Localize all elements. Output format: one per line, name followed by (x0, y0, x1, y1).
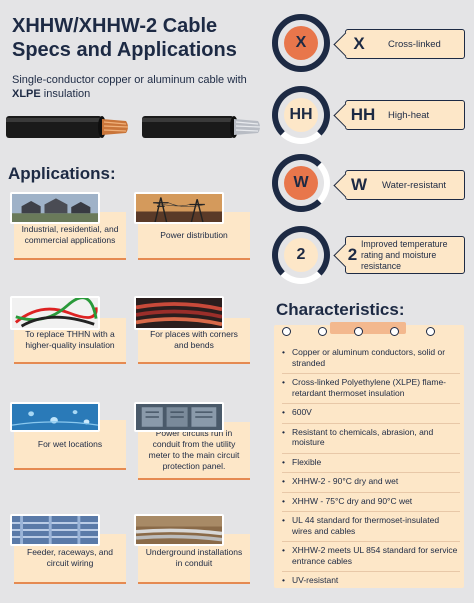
letter-x-badge: X (284, 26, 318, 60)
bullet-icon: • (282, 476, 285, 486)
bullet-icon: • (282, 495, 285, 506)
characteristic-text: Cross-linked Polyethylene (XLPE) flame-retardant thermoset insulation (292, 377, 447, 398)
characteristic-item (282, 404, 460, 424)
characteristic-item (282, 572, 460, 591)
letter-2-meaning: Improved temperature rating and moisture resistance (360, 238, 448, 271)
letter-hh-description (345, 100, 465, 130)
characteristics-heading: Characteristics: (276, 300, 405, 319)
letter-x-label: X (353, 34, 365, 53)
raceway-photo-icon (10, 514, 100, 546)
power-lines-photo-icon (134, 192, 224, 224)
characteristic-text: UL 44 standard for thermoset-insulated wires and cables (292, 515, 440, 536)
characteristic-item (282, 542, 460, 572)
bullet-icon: • (282, 347, 285, 357)
characteristics-list (282, 344, 460, 591)
application-label: To replace THHN with a higher-quality insulation (25, 329, 115, 350)
letter-w-label: W (350, 175, 368, 194)
bullet-icon: • (282, 575, 285, 585)
letter-hh-badge: HH (284, 98, 318, 132)
bullet-icon: • (282, 377, 285, 387)
copper-cable-image (6, 112, 130, 140)
application-label: For wet locations (37, 438, 103, 449)
application-label: Feeder, raceways, and circuit wiring (27, 547, 113, 568)
letter-hh-circle (272, 86, 330, 144)
letter-2-label: 2 (347, 245, 358, 264)
underground-conduit-photo-icon (134, 514, 224, 546)
page-subtitle (12, 73, 262, 101)
bullet-icon: • (282, 515, 285, 525)
electrical-panel-photo-icon (134, 402, 224, 432)
letter-hh-meaning: High-heat (388, 109, 430, 121)
houses-photo-icon (10, 192, 100, 224)
letter-2-description (345, 236, 465, 274)
letter-x-meaning: Cross-linked (388, 38, 441, 50)
page-title: XHHW/XHHW-2 Cable Specs and Applications (12, 15, 237, 61)
characteristic-item (282, 374, 460, 404)
characteristic-text: XHHW-2 meets UL 854 standard for service entrance cables (292, 545, 458, 566)
letter-w-description (345, 170, 465, 200)
water-photo-icon (10, 402, 100, 432)
bullet-icon: • (282, 545, 285, 555)
notepad-ring-icon (282, 327, 291, 336)
aluminum-cable-image (134, 112, 264, 140)
letter-2-badge: 2 (284, 238, 318, 272)
application-label: Underground installations in conduit (145, 547, 243, 568)
characteristic-text: XHHW - 75°C dry and 90°C wet (292, 495, 413, 506)
letter-w-circle (272, 154, 330, 212)
characteristic-item (282, 512, 460, 542)
characteristic-item (282, 424, 460, 454)
subtitle-suffix: insulation (43, 88, 91, 100)
subtitle-bold: XLPE (12, 88, 41, 100)
characteristic-text: Flexible (292, 456, 322, 467)
characteristic-text: 600V (292, 407, 312, 417)
characteristic-text: UV-resistant (292, 575, 339, 585)
bullet-icon: • (282, 456, 285, 467)
characteristic-text: Resistant to chemicals, abrasion, and moisture (292, 426, 434, 447)
colored-wires-photo-icon (10, 296, 100, 330)
bullet-icon: • (282, 407, 285, 417)
letter-x-circle (272, 14, 330, 72)
bent-cables-photo-icon (134, 296, 224, 330)
letter-hh-label: HH (350, 105, 376, 124)
subtitle-prefix: Single-conductor copper or aluminum cable with (12, 74, 247, 86)
notepad-ring-icon (390, 327, 399, 336)
characteristic-item (282, 493, 460, 513)
application-label: For places with corners and bends (150, 329, 238, 350)
characteristic-text: XHHW-2 - 90°C dry and wet (292, 476, 399, 486)
letter-2-circle (272, 226, 330, 284)
notepad-ring-icon (426, 327, 435, 336)
letter-x-description (345, 29, 465, 59)
application-label: Power distribution (160, 229, 228, 240)
characteristic-item (282, 473, 460, 493)
application-label: Power circuits run in conduit from the utility meter to the main circuit protection panel. (148, 428, 240, 471)
application-label: Industrial, residential, and commercial applications (21, 224, 119, 245)
applications-heading: Applications: (8, 164, 116, 183)
bullet-icon: • (282, 426, 285, 437)
letter-w-badge: W (284, 166, 318, 200)
letter-w-meaning: Water-resistant (382, 179, 447, 191)
characteristic-item (282, 344, 460, 374)
notepad-ring-icon (354, 327, 363, 336)
characteristic-text: Copper or aluminum conductors, solid or stranded (292, 347, 446, 368)
characteristic-item (282, 454, 460, 474)
notepad-ring-icon (318, 327, 327, 336)
